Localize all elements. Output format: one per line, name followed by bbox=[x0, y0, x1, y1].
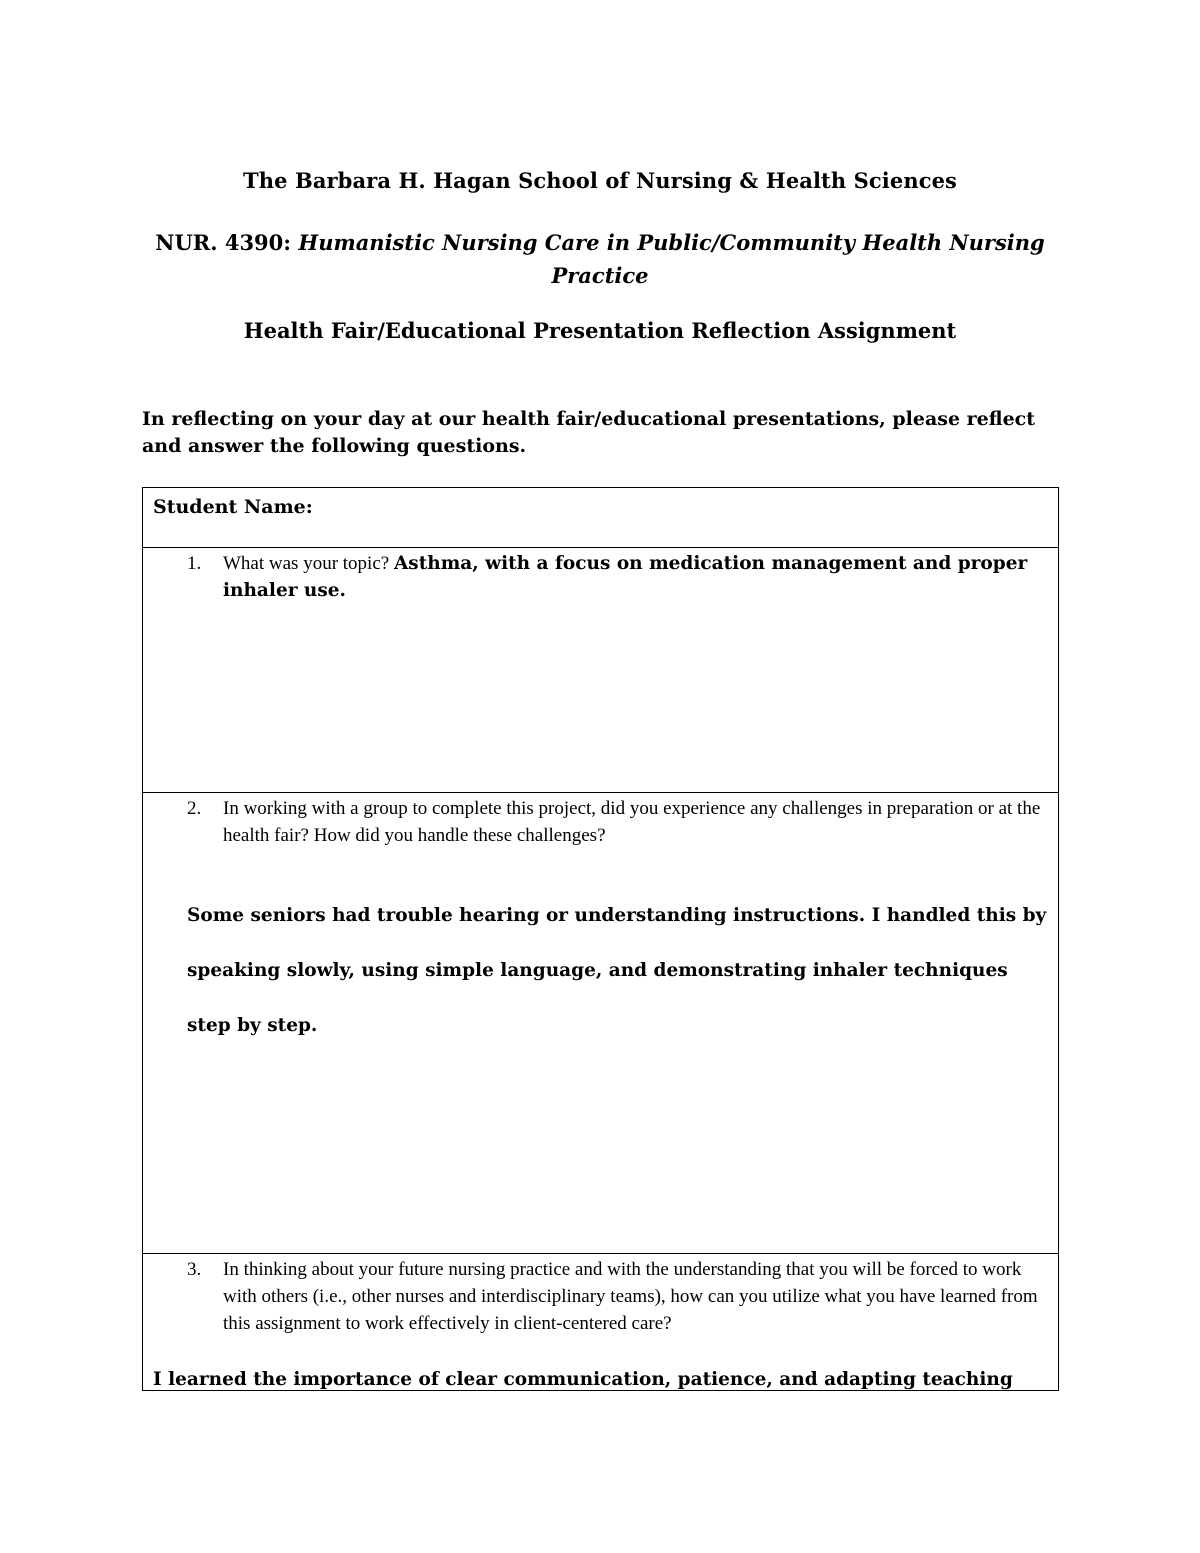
course-heading bbox=[150, 226, 1050, 292]
question-1 bbox=[187, 550, 1047, 604]
reflection-form-table bbox=[142, 487, 1059, 1391]
question-3-row[interactable] bbox=[143, 1254, 1058, 1392]
question-2-answer: Some seniors had trouble hearing or understanding instructions. I handled this by speaking slowly, using simple language, and demonstrating inhaler techniques step by step. bbox=[187, 905, 1047, 1036]
student-name-row[interactable] bbox=[143, 488, 1058, 548]
question-3-prompt: In thinking about your future nursing practice and with the understanding that you will be forced to work with others (i.e., other nurses and interdisciplinary teams), how can you utilize what you have learned from this assignment to work effectively in client-centered care? bbox=[223, 1259, 1038, 1334]
course-title: Humanistic Nursing Care in Public/Community Health Nursing Practice bbox=[298, 230, 1045, 288]
question-3-number: 3. bbox=[187, 1259, 202, 1280]
question-1-number: 1. bbox=[187, 553, 202, 574]
student-name-label: Student Name: bbox=[153, 496, 313, 518]
question-1-answer: Asthma, with a focus on medication management and proper inhaler use. bbox=[223, 553, 1028, 601]
question-1-row[interactable] bbox=[143, 548, 1058, 793]
question-2-prompt: In working with a group to complete this project, did you experience any challenges in preparation or at the health fair? How did you handle these challenges? bbox=[223, 798, 1041, 846]
question-2-row[interactable] bbox=[143, 793, 1058, 1254]
question-2 bbox=[187, 795, 1047, 849]
assignment-title: Health Fair/Educational Presentation Reflection Assignment bbox=[243, 318, 957, 343]
school-title: The Barbara H. Hagan School of Nursing & Health Sciences bbox=[243, 168, 957, 193]
question-1-prompt: What was your topic? bbox=[223, 553, 390, 574]
question-2-number: 2. bbox=[187, 798, 202, 819]
course-code: NUR. 4390: bbox=[155, 230, 292, 255]
question-3 bbox=[187, 1256, 1047, 1337]
question-3-answer: I learned the importance of clear communication, patience, and adapting teaching bbox=[153, 1369, 1013, 1390]
intro-text: In reflecting on your day at our health fair/educational presentations, please reflect and answer the following questions. bbox=[142, 408, 1036, 457]
